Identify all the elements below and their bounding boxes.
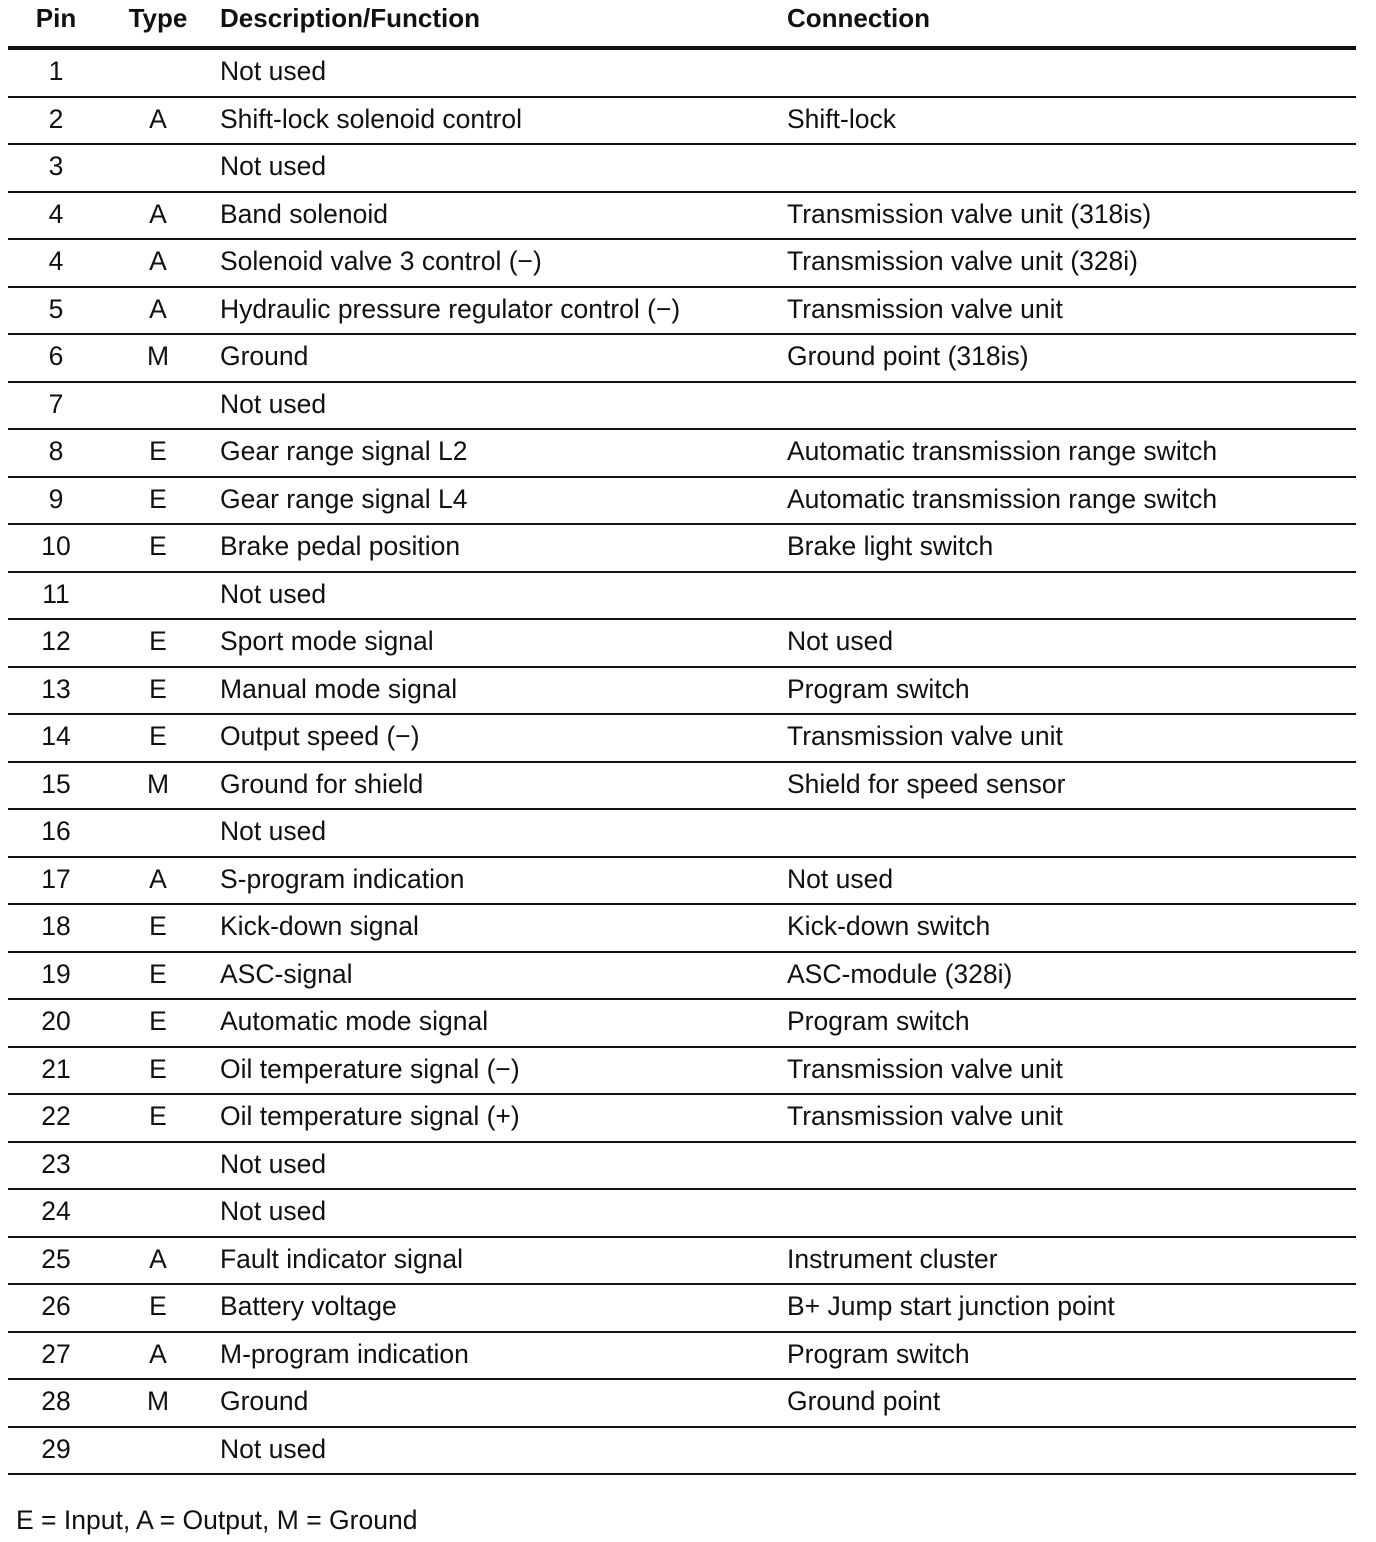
description-cell: Battery voltage — [220, 1291, 397, 1321]
table-row — [8, 478, 1356, 526]
description-cell: Kick-down signal — [220, 911, 419, 941]
description-cell: Not used — [220, 151, 327, 181]
type-cell: A — [149, 198, 167, 229]
table-row — [8, 383, 1356, 431]
type-cell: E — [149, 1101, 167, 1131]
pin-cell: 4 — [48, 198, 64, 229]
connection-cell: Program switch — [787, 1338, 970, 1369]
pin-cell: 5 — [48, 293, 64, 324]
connection-cell: Shield for speed sensor — [787, 768, 1066, 799]
type-cell: A — [149, 863, 167, 894]
pin-cell: 16 — [41, 816, 71, 846]
table-row — [8, 858, 1356, 906]
table-row — [8, 1190, 1356, 1238]
connection-cell: Not used — [787, 626, 894, 656]
table-row — [8, 98, 1356, 146]
type-cell: E — [149, 1006, 167, 1036]
connection-cell: Ground point — [787, 1386, 941, 1416]
type-cell: E — [149, 1291, 167, 1321]
pin-cell: 29 — [41, 1433, 71, 1464]
connection-cell: Program switch — [787, 673, 970, 704]
description-cell: Oil temperature signal (−) — [220, 1053, 520, 1084]
connection-cell: ASC-module (328i) — [787, 958, 1013, 989]
pin-cell: 14 — [41, 721, 71, 751]
pin-cell: 11 — [42, 578, 70, 609]
header-type: Type — [128, 3, 188, 33]
table-row — [8, 1428, 1356, 1476]
description-cell: Gear range signal L2 — [220, 436, 468, 466]
pin-cell: 1 — [48, 56, 64, 86]
pin-cell: 27 — [41, 1338, 71, 1369]
pin-cell: 23 — [41, 1148, 71, 1179]
pin-cell: 22 — [41, 1101, 71, 1131]
table-row — [8, 715, 1356, 763]
description-cell: Not used — [220, 388, 327, 419]
connection-cell: B+ Jump start junction point — [787, 1291, 1115, 1321]
table-row — [8, 1095, 1356, 1143]
description-cell: Manual mode signal — [220, 673, 458, 704]
table-row — [8, 525, 1356, 573]
table-row — [8, 573, 1356, 621]
table-body — [8, 50, 1356, 1475]
type-cell: M — [146, 768, 170, 799]
table-row — [8, 1333, 1356, 1381]
table-row — [8, 193, 1356, 241]
description-cell: Hydraulic pressure regulator control (−) — [220, 293, 681, 324]
description-cell: ASC-signal — [220, 958, 353, 989]
connection-cell: Program switch — [787, 1006, 970, 1036]
pin-cell: 3 — [48, 151, 64, 181]
type-cell: E — [149, 911, 167, 941]
type-cell: E — [149, 483, 167, 514]
type-cell: E — [149, 626, 167, 656]
pin-cell: 17 — [41, 863, 71, 894]
type-cell: A — [149, 246, 167, 276]
table-row — [8, 763, 1356, 811]
table-row — [8, 145, 1356, 193]
connection-cell: Transmission valve unit — [787, 1053, 1063, 1084]
description-cell: Ground — [220, 1386, 309, 1416]
pin-cell: 24 — [41, 1196, 71, 1226]
description-cell: Oil temperature signal (+) — [220, 1101, 520, 1131]
connection-cell: Transmission valve unit (328i) — [787, 246, 1139, 276]
table-row — [8, 288, 1356, 336]
type-cell: A — [149, 103, 167, 134]
table-row — [8, 1238, 1356, 1286]
connection-cell: Brake light switch — [787, 531, 994, 561]
description-cell: Sport mode signal — [220, 626, 434, 656]
description-cell: M-program indication — [220, 1338, 469, 1369]
pin-cell: 19 — [41, 958, 71, 989]
connection-cell: Not used — [787, 863, 894, 894]
pin-cell: 13 — [41, 673, 71, 704]
type-legend: E = Input, A = Output, M = Ground — [16, 1505, 418, 1535]
type-cell: E — [149, 436, 167, 466]
table-header — [8, 0, 1356, 50]
table-row — [8, 620, 1356, 668]
pin-cell: 25 — [41, 1243, 71, 1274]
pin-cell: 20 — [41, 1006, 71, 1036]
pin-cell: 21 — [41, 1053, 71, 1084]
type-cell: A — [149, 1243, 167, 1274]
pin-cell: 2 — [48, 103, 64, 134]
table-row — [8, 1000, 1356, 1048]
connection-cell: Automatic transmission range switch — [787, 483, 1218, 514]
description-cell: Output speed (−) — [220, 721, 420, 751]
description-cell: Gear range signal L4 — [220, 483, 468, 514]
table-row — [8, 1048, 1356, 1096]
table-row — [8, 810, 1356, 858]
type-cell: M — [146, 341, 170, 371]
type-cell: E — [149, 531, 167, 561]
type-cell: A — [149, 293, 167, 324]
pin-cell: 9 — [48, 483, 64, 514]
table-row — [8, 1143, 1356, 1191]
pin-table — [8, 0, 1356, 1475]
pin-cell: 15 — [41, 768, 71, 799]
table-row — [8, 1380, 1356, 1428]
description-cell: Solenoid valve 3 control (−) — [220, 246, 542, 276]
pin-cell: 4 — [48, 246, 64, 276]
connection-cell: Instrument cluster — [787, 1243, 998, 1274]
type-cell: E — [149, 721, 167, 751]
connection-cell: Ground point (318is) — [787, 341, 1029, 371]
connection-cell: Kick-down switch — [787, 911, 991, 941]
table-row — [8, 953, 1356, 1001]
table-row — [8, 668, 1356, 716]
type-cell: E — [149, 1053, 167, 1084]
table-row — [8, 335, 1356, 383]
connection-cell: Transmission valve unit (318is) — [787, 198, 1152, 229]
table-row — [8, 430, 1356, 478]
connection-cell: Transmission valve unit — [787, 293, 1063, 324]
description-cell: Band solenoid — [220, 198, 388, 229]
table-row — [8, 50, 1356, 98]
description-cell: Not used — [220, 816, 327, 846]
description-cell: Automatic mode signal — [220, 1006, 489, 1036]
description-cell: Not used — [220, 1148, 327, 1179]
type-cell: M — [146, 1386, 170, 1416]
description-cell: Shift-lock solenoid control — [220, 103, 522, 134]
description-cell: Fault indicator signal — [220, 1243, 464, 1274]
connection-cell: Shift-lock — [787, 103, 896, 134]
pin-cell: 8 — [48, 436, 64, 466]
pin-cell: 7 — [48, 388, 64, 419]
description-cell: Not used — [220, 1433, 327, 1464]
description-cell: Not used — [220, 1196, 327, 1226]
connection-cell: Transmission valve unit — [787, 1101, 1063, 1131]
table-row — [8, 1285, 1356, 1333]
description-cell: Ground for shield — [220, 768, 424, 799]
connection-cell: Transmission valve unit — [787, 721, 1063, 751]
header-pin: Pin — [35, 3, 77, 33]
pin-cell: 10 — [41, 531, 71, 561]
connection-cell: Automatic transmission range switch — [787, 436, 1218, 466]
pin-cell: 28 — [41, 1386, 71, 1416]
pin-cell: 18 — [41, 911, 71, 941]
type-cell: A — [149, 1338, 167, 1369]
type-cell: E — [149, 673, 167, 704]
description-cell: S-program indication — [220, 863, 465, 894]
header-description: Description/Function — [220, 3, 480, 33]
pin-cell: 6 — [48, 341, 64, 371]
pin-cell: 12 — [41, 626, 71, 656]
description-cell: Not used — [220, 56, 327, 86]
description-cell: Not used — [220, 578, 327, 609]
type-cell: E — [149, 958, 167, 989]
table-row — [8, 905, 1356, 953]
header-connection: Connection — [787, 3, 930, 33]
pin-cell: 26 — [41, 1291, 71, 1321]
table-row — [8, 240, 1356, 288]
description-cell: Brake pedal position — [220, 531, 461, 561]
description-cell: Ground — [220, 341, 309, 371]
